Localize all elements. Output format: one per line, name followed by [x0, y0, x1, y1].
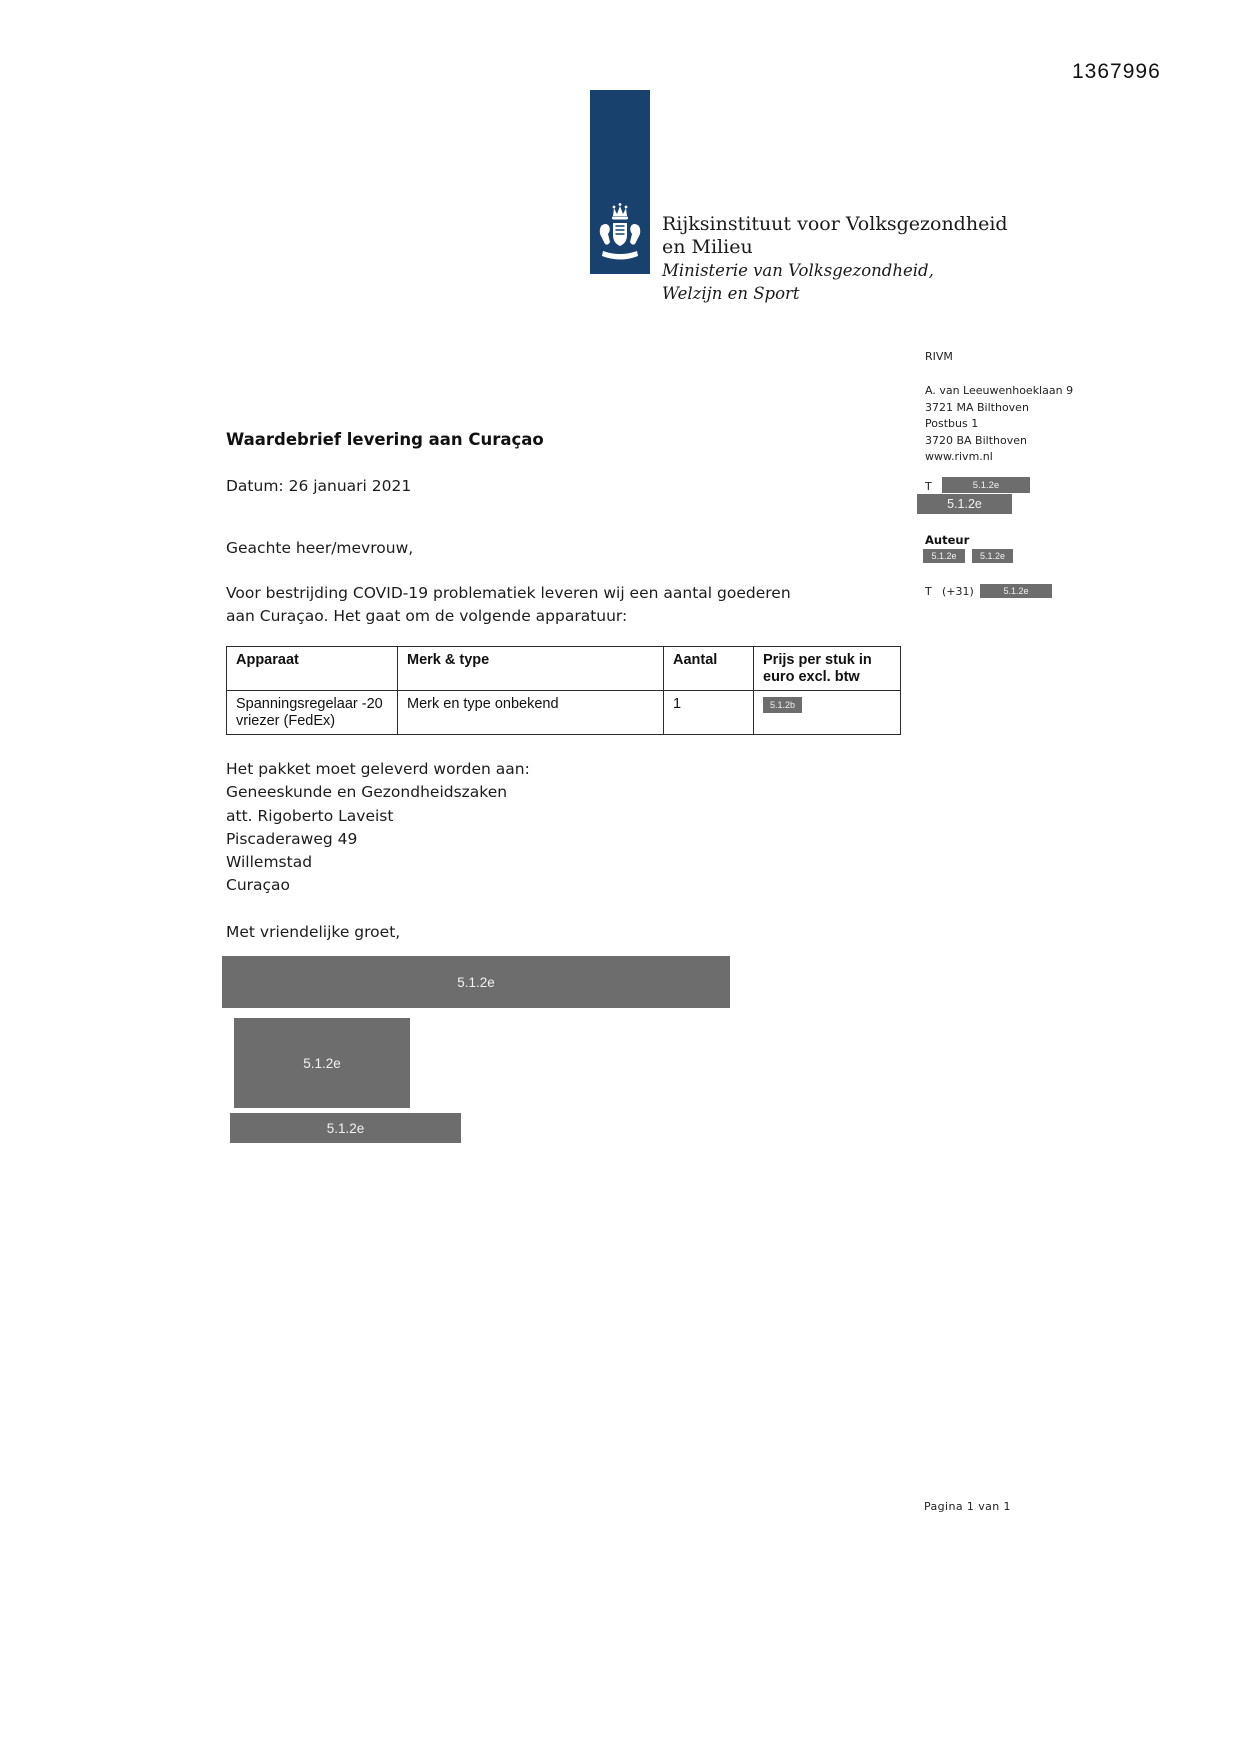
letter-title: Waardebrief levering aan Curaçao [226, 430, 544, 449]
delivery-intro: Het pakket moet geleverd worden aan: [226, 760, 530, 778]
ministry-line1: Ministerie van Volksgezondheid, [662, 261, 934, 280]
body-line1: Voor bestrijding COVID-19 problematiek leveren wij een aantal goederen [226, 584, 791, 602]
signature-redaction-box: 5.1.2e [234, 1018, 410, 1108]
header-aantal: Aantal [664, 647, 754, 691]
sidebar-redaction-box: 5.1.2e [917, 494, 1012, 514]
delivery-street: Piscaderaweg 49 [226, 829, 358, 848]
delivery-address-block [226, 758, 530, 898]
address-street: A. van Leeuwenhoeklaan 9 [925, 384, 1074, 397]
delivery-attn: att. Rigoberto Laveist [226, 806, 394, 825]
address-website: www.rivm.nl [925, 450, 993, 463]
header-prijs: Prijs per stuk in euro excl. btw [754, 647, 901, 691]
header-merk-type: Merk & type [398, 647, 664, 691]
phone-redaction-box: 5.1.2e [942, 477, 1030, 493]
cell-merk-type: Merk en type onbekend [398, 691, 664, 735]
signature-redaction-bar-wide: 5.1.2e [222, 956, 730, 1008]
prijs-redaction-box: 5.1.2b [763, 697, 802, 713]
address-postbus: Postbus 1 [925, 417, 979, 430]
address-city: 3721 MA Bilthoven [925, 400, 1029, 414]
sidebar-address-block [925, 383, 1073, 466]
phone-label: T [925, 480, 932, 493]
goods-table [226, 646, 901, 735]
delivery-city: Willemstad [226, 853, 313, 872]
delivery-org: Geneeskunde en Gezondheidszaken [226, 783, 508, 802]
rijksoverheid-logo-bar [590, 90, 650, 274]
table-row [227, 691, 901, 735]
org-name-line2: en Milieu [662, 236, 753, 258]
ministry-line2: Welzijn en Sport [662, 284, 800, 303]
cell-apparaat: Spanningsregelaar -20 vriezer (FedEx) [227, 691, 398, 735]
closing-line: Met vriendelijke groet, [226, 923, 401, 941]
delivery-country: Curaçao [226, 876, 291, 895]
sidebar-org-name: RIVM [925, 350, 953, 363]
salutation: Geachte heer/mevrouw, [226, 539, 414, 557]
address-postcode: 3720 BA Bilthoven [925, 433, 1027, 447]
auteur-redaction-box-1: 5.1.2e [923, 549, 965, 563]
page-footer: Pagina 1 van 1 [924, 1500, 1011, 1513]
phone2-label: T [925, 585, 932, 598]
body-line2: aan Curaçao. Het gaat om de volgende apparatuur: [226, 607, 628, 625]
logo-text-block [662, 213, 1008, 305]
signature-redaction-bar-small: 5.1.2e [230, 1113, 461, 1143]
document-number: 1367996 [1072, 60, 1161, 83]
cell-aantal: 1 [664, 691, 754, 735]
body-paragraph [226, 582, 791, 628]
auteur-label: Auteur [925, 533, 970, 547]
letter-date: Datum: 26 januari 2021 [226, 477, 412, 495]
cell-prijs [754, 691, 901, 735]
table-header-row [227, 647, 901, 691]
org-name-line1: Rijksinstituut voor Volksgezondheid [662, 213, 1008, 235]
rijksoverheid-coat-of-arms-icon [595, 202, 645, 270]
phone2-redaction-box: 5.1.2e [980, 584, 1052, 598]
phone2-country-prefix: (+31) [942, 585, 974, 598]
header-apparaat: Apparaat [227, 647, 398, 691]
auteur-redaction-box-2: 5.1.2e [972, 549, 1013, 563]
